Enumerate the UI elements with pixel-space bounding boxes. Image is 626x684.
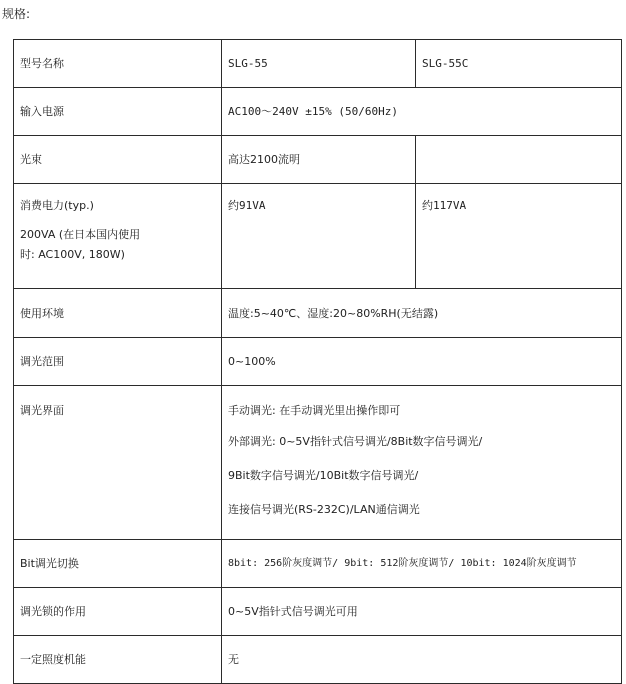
dimming-range-value: 0~100%: [222, 338, 622, 386]
row-label-dimming-lock: 调光锁的作用: [14, 588, 222, 636]
row-label-dimming-range: 调光范围: [14, 338, 222, 386]
table-row: [14, 40, 622, 88]
consumption-slg55: 约91VA: [222, 184, 416, 289]
beam-value-empty: [416, 136, 622, 184]
dimming-interface-line: 9Bit数字信号调光/10Bit数字信号调光/: [228, 469, 419, 482]
table-row: [14, 338, 622, 386]
input-power-value: AC100～240V ±15% (50/60Hz): [222, 88, 622, 136]
table-row: [14, 540, 622, 588]
row-label-dimming-interface: 调光界面: [14, 386, 222, 540]
row-label-consumption: [14, 184, 222, 289]
dimming-interface-line: 连接信号调光(RS-232C)/LAN通信调光: [228, 503, 420, 516]
row-label-constant-illuminance: 一定照度机能: [14, 636, 222, 684]
model-slg55c: SLG-55C: [416, 40, 622, 88]
row-label-environment: 使用环境: [14, 289, 222, 338]
spec-table: [13, 39, 622, 684]
consumption-label-line: 消费电力(typ.): [20, 199, 94, 212]
row-label-beam: 光束: [14, 136, 222, 184]
table-row: [14, 386, 622, 540]
dimming-interface-value: [222, 386, 622, 540]
environment-value: 温度:5~40℃、湿度:20~80%RH(无结露): [222, 289, 622, 338]
bit-switch-value: 8bit: 256阶灰度调节/ 9bit: 512阶灰度调节/ 10bit: 1024阶灰度调节: [222, 540, 622, 588]
dimming-interface-line: 外部调光: 0~5V指针式信号调光/8Bit数字信号调光/: [228, 435, 483, 448]
dimming-lock-value: 0~5V指针式信号调光可用: [222, 588, 622, 636]
consumption-slg55c: 约117VA: [416, 184, 622, 289]
table-row: [14, 289, 622, 338]
table-row: [14, 184, 622, 289]
row-label-model: 型号名称: [14, 40, 222, 88]
dimming-interface-line: 手动调光: 在手动调光里出操作即可: [228, 404, 401, 417]
row-label-bit-switch: Bit调光切换: [14, 540, 222, 588]
table-row: [14, 88, 622, 136]
row-label-input-power: 输入电源: [14, 88, 222, 136]
page-heading: 规格:: [2, 7, 31, 21]
model-slg55: SLG-55: [222, 40, 416, 88]
table-row: [14, 588, 622, 636]
table-row: [14, 136, 622, 184]
beam-value: 高达2100流明: [222, 136, 416, 184]
consumption-label-line: 时: AC100V, 180W): [20, 248, 125, 261]
consumption-label-line: 200VA (在日本国内使用: [20, 228, 141, 241]
constant-illuminance-value: 无: [222, 636, 622, 684]
table-row: [14, 636, 622, 684]
